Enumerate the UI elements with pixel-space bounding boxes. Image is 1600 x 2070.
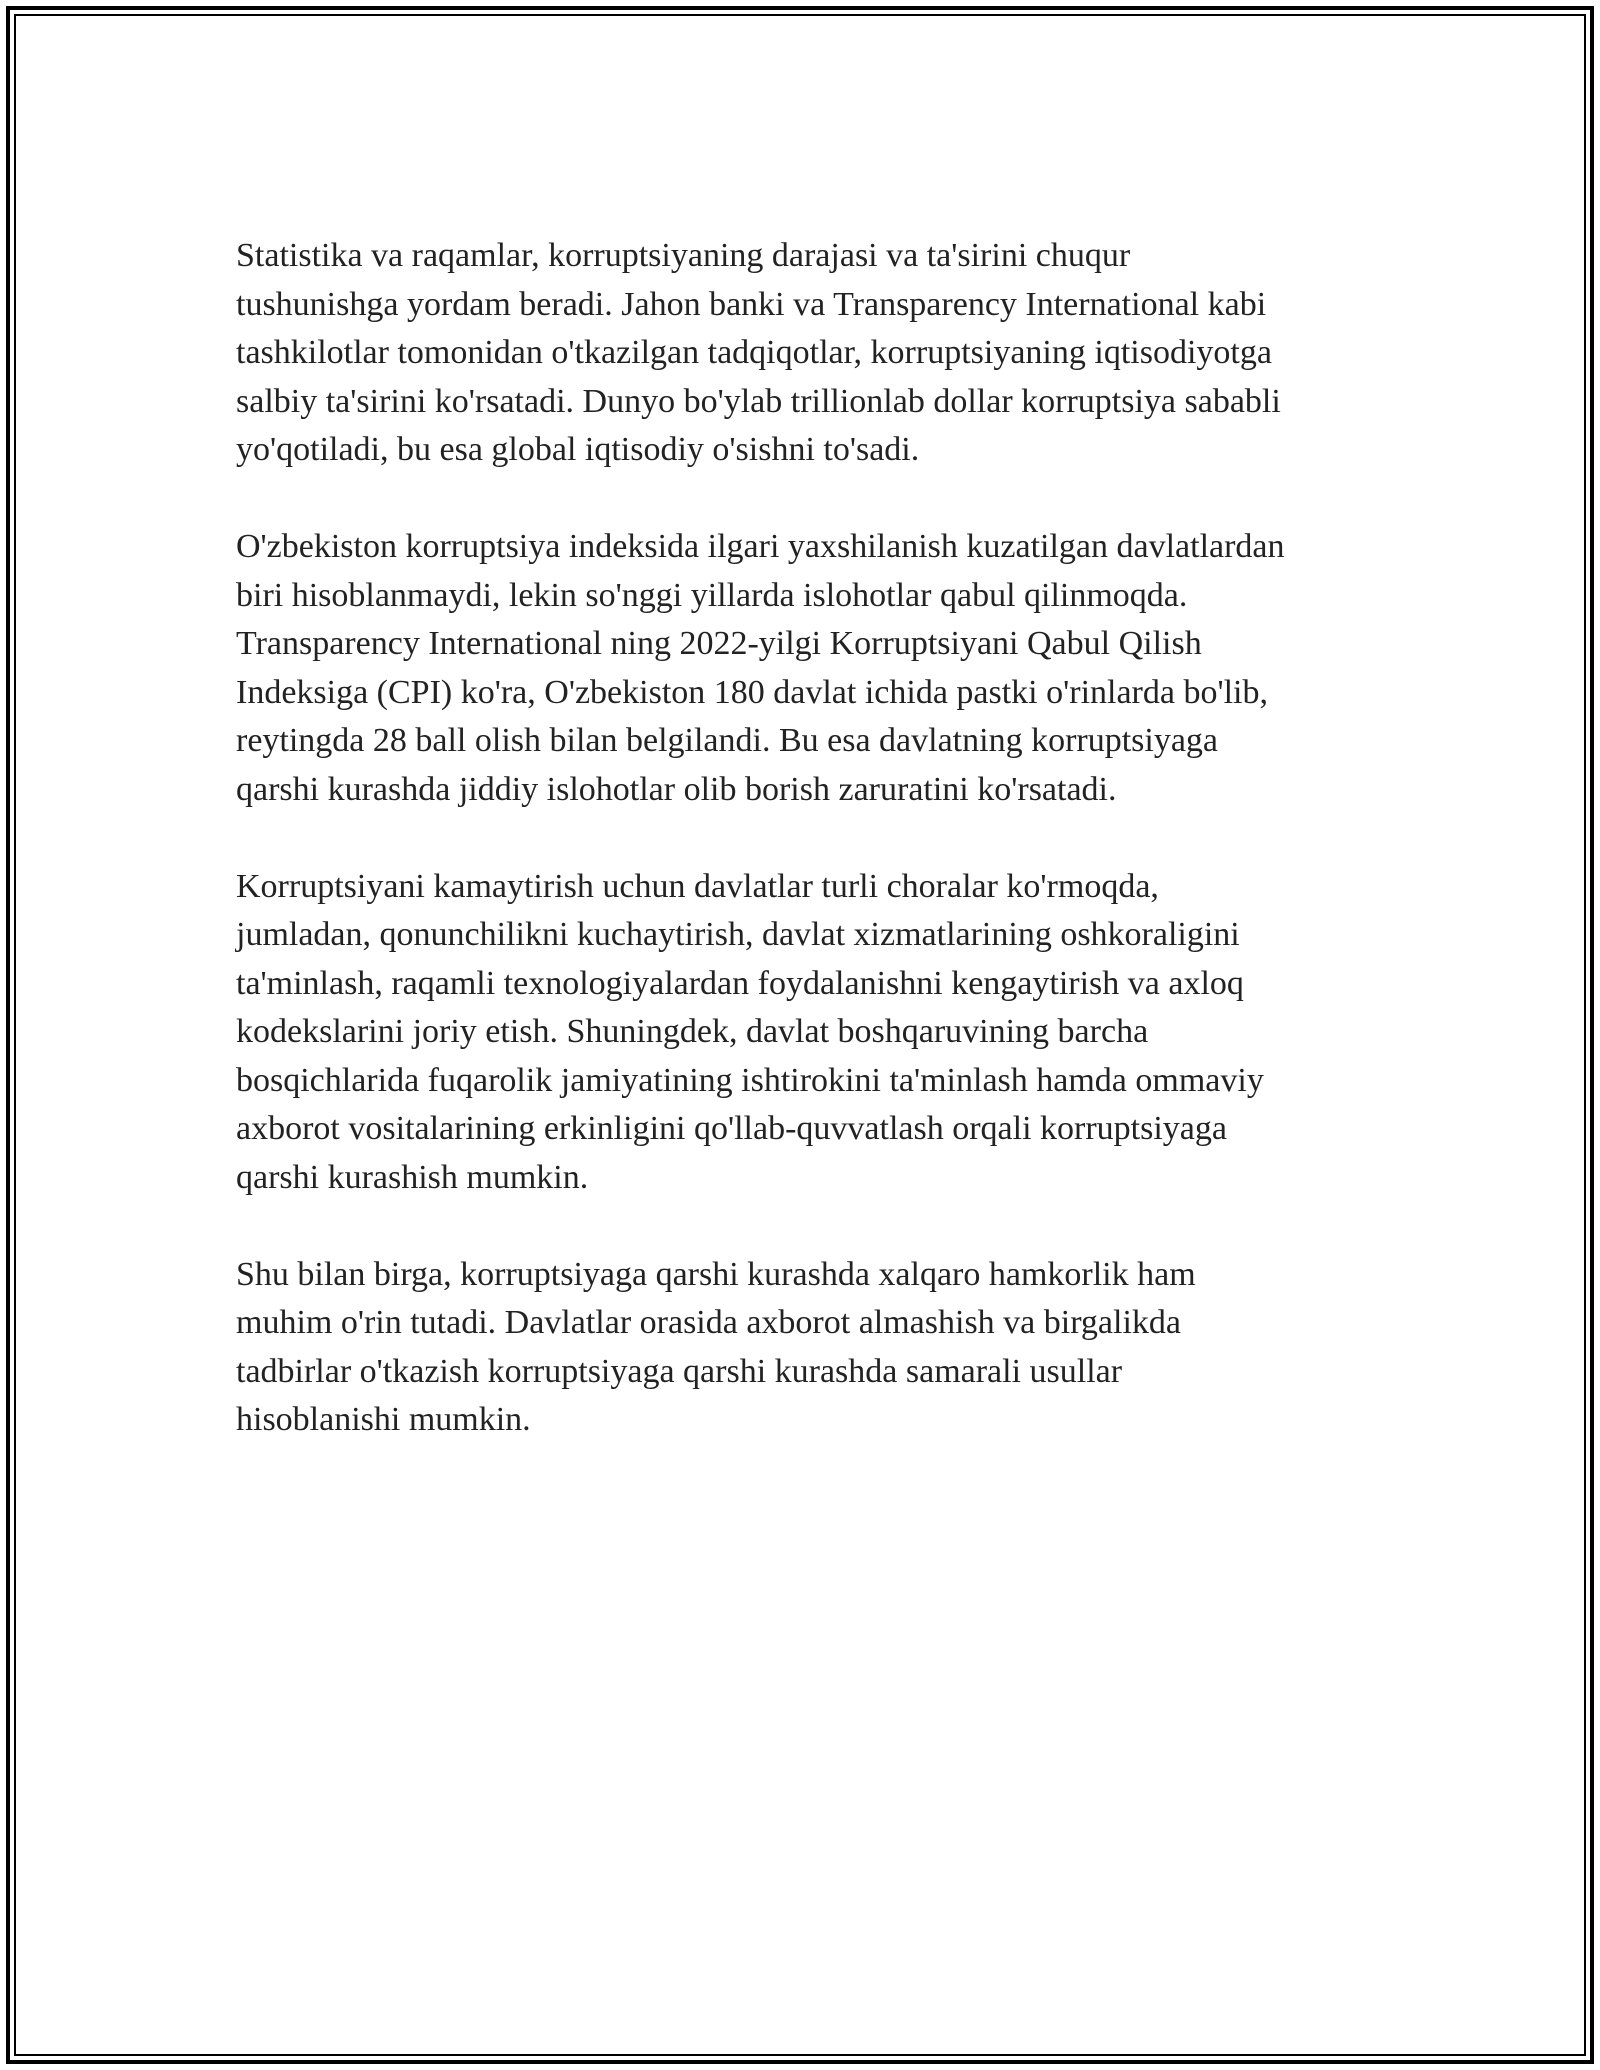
paragraph-international-cooperation: Shu bilan birga, korruptsiyaga qarshi kurashda xalqaro hamkorlik ham muhim o'rin tutadi. Davlatlar orasida axborot almashish va birgalikda tadbirlar o'tkazish korruptsiyaga qarshi kurashda samarali usullar hisoblanishi mumkin. — [236, 1255, 1196, 1438]
paragraph-statistics: Statistika va raqamlar, korruptsiyaning darajasi va ta'sirini chuqur tushunishga yordam beradi. Jahon banki va Transparency International kabi tashkilotlar tomonidan o'tkazilgan tadqiqotlar, korruptsiyaning iqtisodiyotga salbiy ta'sirini ko'rsatadi. Dunyo bo'ylab trillionlab dollar korruptsiya sababli yo'qotiladi, bu esa global iqtisodiy o'sishni to'sadi. — [236, 237, 1281, 468]
document-body — [236, 232, 1396, 1493]
paragraph-uzbekistan-cpi: O'zbekiston korruptsiya indeksida ilgari yaxshilanish kuzatilgan davlatlardan biri hisoblanmaydi, lekin so'nggi yillarda islohotlar qabul qilinmoqda. Transparency International ning 2022-yilgi Korruptsiyani Qabul Qilish Indeksiga (CPI) ko'ra, O'zbekiston 180 davlat ichida pastki o'rinlarda bo'lib, reytingda 28 ball olish bilan belgilandi. Bu esa davlatning korruptsiyaga qarshi kurashda jiddiy islohotlar olib borish zaruratini ko'rsatadi. — [236, 528, 1285, 808]
paragraph-measures: Korruptsiyani kamaytirish uchun davlatlar turli choralar ko'rmoqda, jumladan, qonunchilikni kuchaytirish, davlat xizmatlarining oshkoraligini ta'minlash, raqamli texnologiyalardan foydalanishni kengaytirish va axloq kodekslarini joriy etish. Shuningdek, davlat boshqaruvining barcha bosqichlarida fuqarolik jamiyatining ishtirokini ta'minlash hamda ommaviy axborot vositalarining erkinligini qo'llab-quvvatlash orqali korruptsiyaga qarshi kurashish mumkin. — [236, 867, 1264, 1196]
